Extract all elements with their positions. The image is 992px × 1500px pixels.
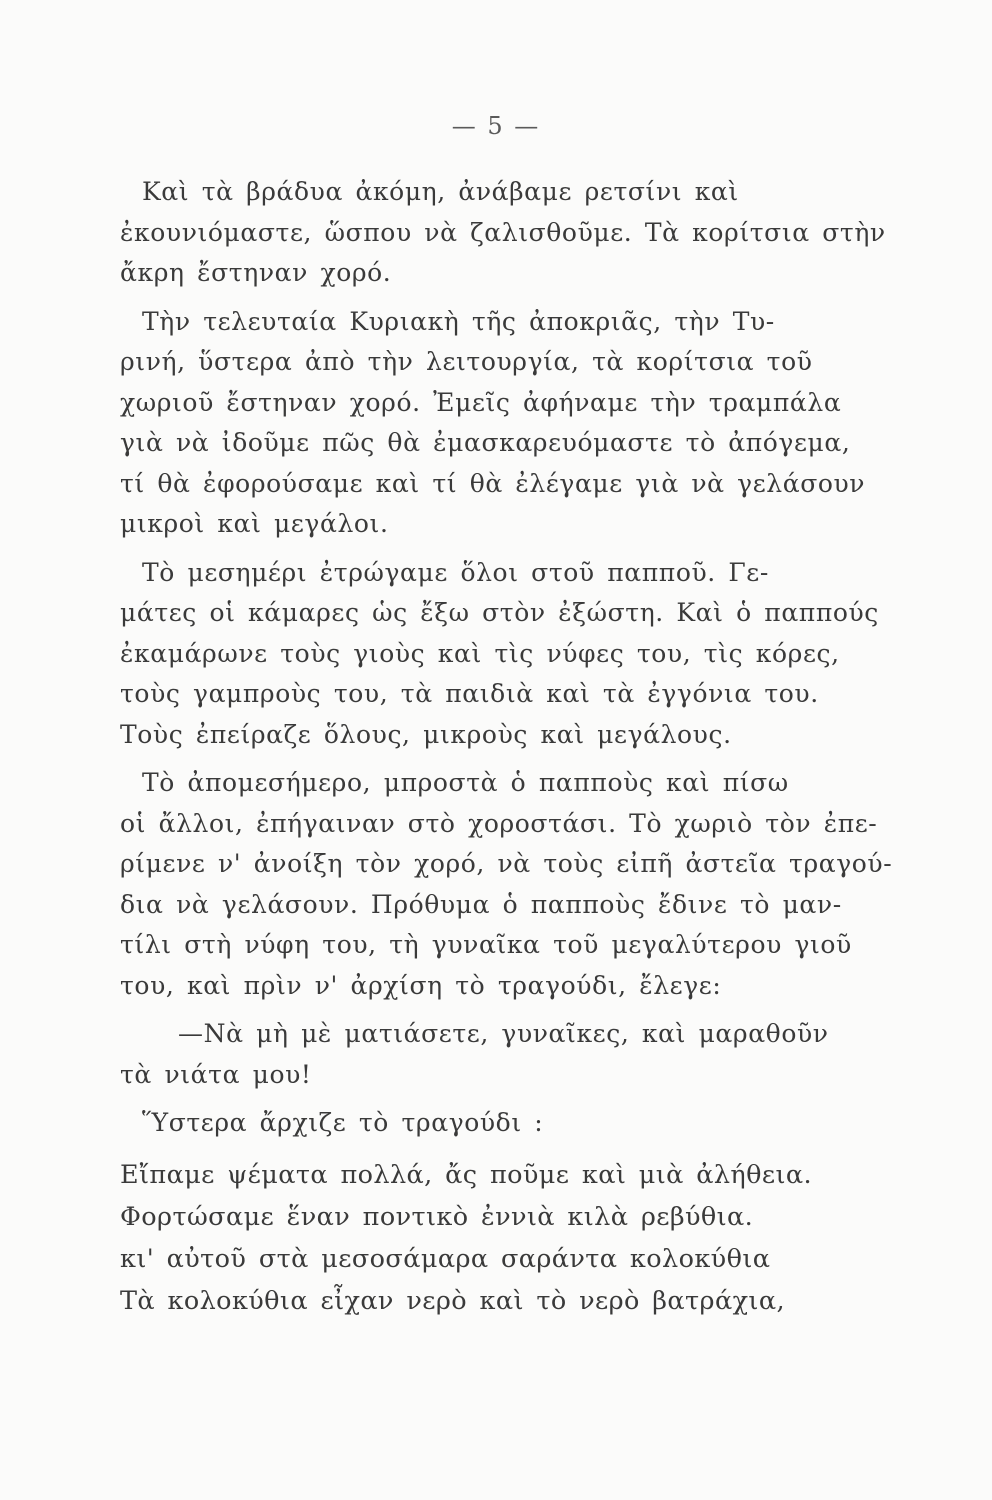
text-line: οἱ ἄλλοι, ἐπήγαιναν στὸ χοροστάσι. Τὸ χωριὸ τὸν ἐπε- [120,808,878,838]
paragraph-1 [120,172,886,294]
paragraph-4 [120,763,893,1006]
dialog-line: τὰ νιάτα μου! [120,1059,312,1089]
text-line: τί θὰ ἐφορούσαμε καὶ τί θὰ ἐλέγαμε γιὰ νὰ γελάσουν [120,468,866,498]
text-line: τίλι στὴ νύφη του, τὴ γυναῖκα τοῦ μεγαλύτερου γιοῦ [120,930,852,959]
text-line: τοὺς γαμπροὺς του, τὰ παιδιὰ καὶ τὰ ἐγγόνια του. [120,679,819,708]
verse-line: Φορτώσαμε ἕναν ποντικὸ ἐννιὰ κιλὰ ρεβύθια. [120,1201,754,1232]
text-line: ἐκαμάρωνε τοὺς γιοὺς καὶ τὶς νύφες του, τὶς κόρες, [120,638,840,668]
text-line: ἄκρη ἔστηναν χορό. [120,258,392,287]
text-line: Τὸ μεσημέρι ἐτρώγαμε ὅλοι στοῦ παπποῦ. Γε- [142,557,769,587]
dialog-paragraph [120,1014,860,1095]
song-verse [120,1154,860,1322]
text-line: γιὰ νὰ ἰδοῦμε πῶς θὰ ἐμασκαρευόμαστε τὸ ἀπόγεμα, [120,428,851,457]
text-line: του, καὶ πρὶν ν' ἀρχίση τὸ τραγούδι, ἔλεγε: [120,970,722,1000]
verse-line: Τὰ κολοκύθια εἶχαν νερὸ καὶ τὸ νερὸ βατράχια, [120,1285,785,1316]
body-text [120,172,893,1322]
text-line: ρινή, ὕστερα ἀπὸ τὴν λειτουργία, τὰ κορίτσια τοῦ [120,347,813,376]
text-line: Καὶ τὰ βράδυα ἀκόμη, ἀνάβαμε ρετσίνι καὶ [142,177,739,206]
text-line: δια νὰ γελάσουν. Πρόθυμα ὁ παπποὺς ἔδινε τὸ μαν- [120,889,842,919]
text-line: Τοὺς ἐπείραζε ὅλους, μικροὺς καὶ μεγάλους. [120,719,732,749]
text-line: χωριοῦ ἔστηναν χορό. Ἐμεῖς ἀφήναμε τὴν τραμπάλα [120,387,842,417]
paragraph-3 [120,553,879,756]
dialog-line: —Νὰ μὴ μὲ ματιάσετε, γυναῖκες, καὶ μαραθοῦν [178,1019,829,1048]
paragraph-6 [120,1103,860,1144]
text-line: Ὕστερα ἄρχιζε τὸ τραγούδι : [142,1108,544,1137]
page-number: — 5 — [451,112,541,140]
verse-line: Εἴπαμε ψέματα πολλά, ἄς ποῦμε καὶ μιὰ ἀλήθεια. [120,1159,812,1190]
text-line: ἐκουνιόμαστε, ὥσπου νὰ ζαλισθοῦμε. Τὰ κορίτσια στὴν [120,217,886,247]
paragraph-2 [120,302,866,545]
text-line: μάτες οἱ κάμαρες ὡς ἔξω στὸν ἐξώστη. Καὶ ὁ παππούς [120,598,879,627]
text-line: μικροὶ καὶ μεγάλοι. [120,509,389,538]
verse-line: κι' αὐτοῦ στὰ μεσοσάμαρα σαράντα κολοκύθια [120,1243,771,1274]
text-line: ρίμενε ν' ἀνοίξη τὸν χορό, νὰ τοὺς εἰπῆ ἀστεῖα τραγού- [120,849,893,878]
text-line: Τὴν τελευταία Κυριακὴ τῆς ἀποκριᾶς, τὴν Τυ- [142,306,775,336]
text-line: Τὸ ἀπομεσήμερο, μπροστὰ ὁ παπποὺς καὶ πίσω [142,768,789,797]
